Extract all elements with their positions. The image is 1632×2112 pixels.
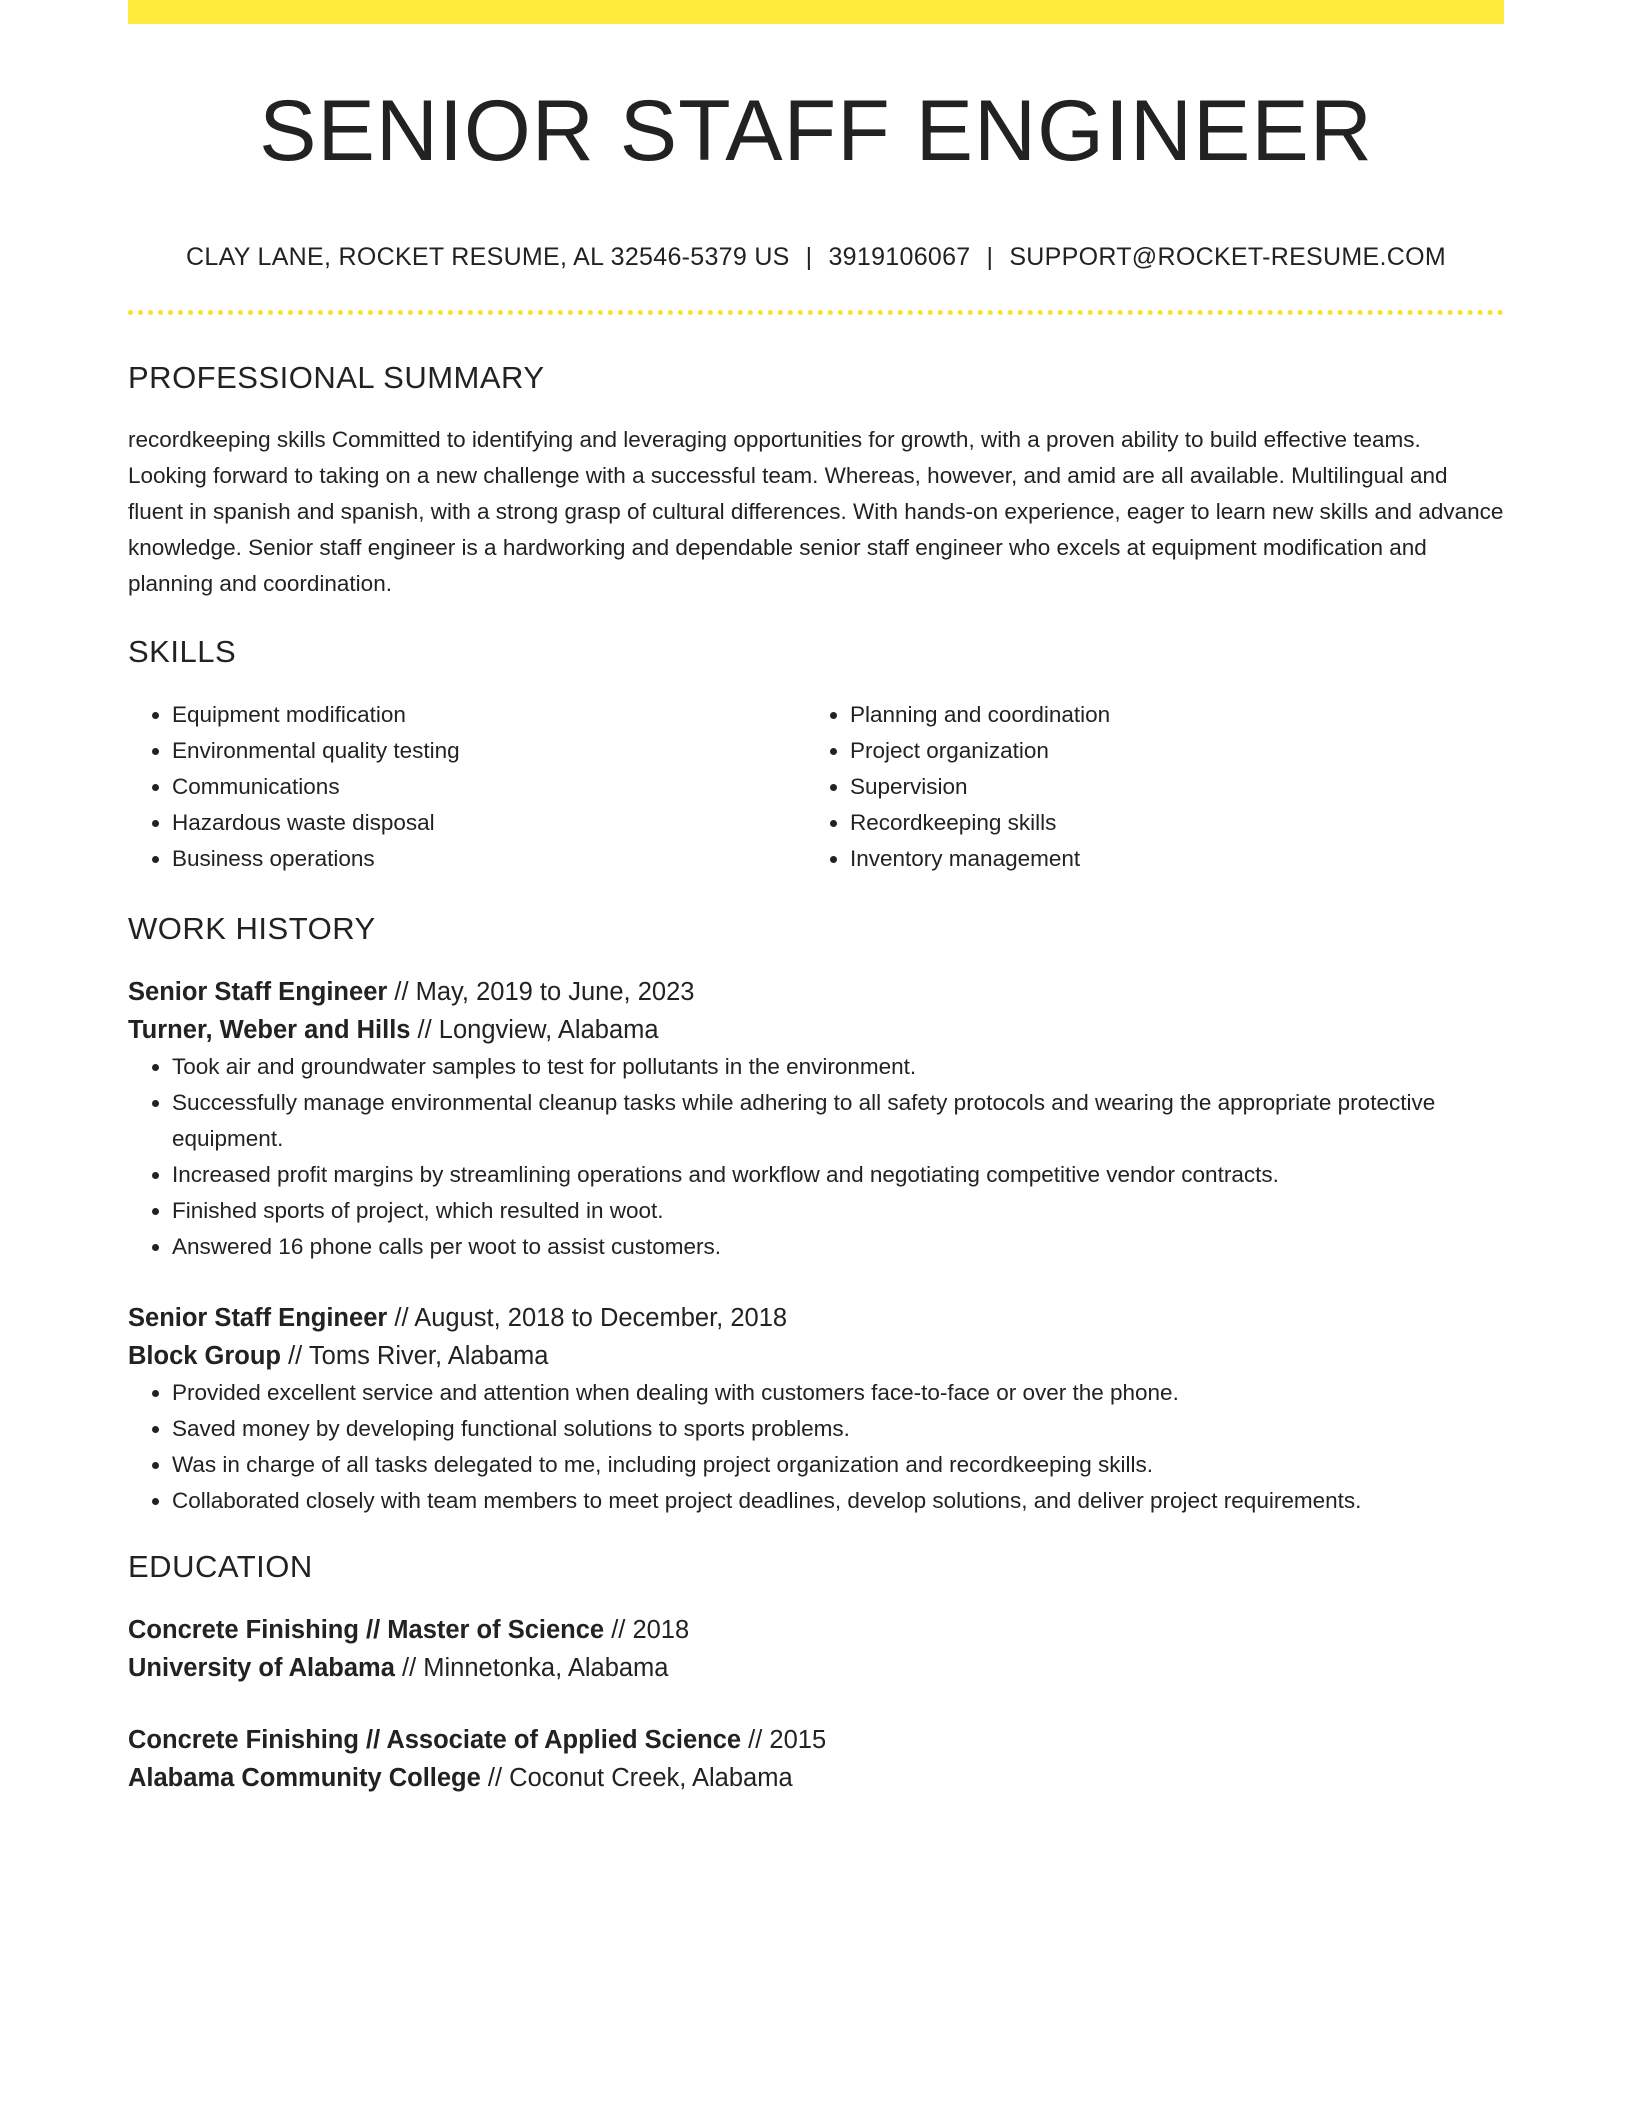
- education-entry: [128, 1611, 1504, 1687]
- job-bullet: • Provided excellent service and attention when dealing with customers face-to-face or over the phone.: [172, 1375, 1504, 1411]
- job-location: // Toms River, Alabama: [281, 1341, 549, 1370]
- education-degree-line: [128, 1611, 1504, 1649]
- education-heading: EDUCATION: [128, 1548, 313, 1584]
- job-company: Block Group: [128, 1341, 282, 1370]
- accent-top-bar: [128, 0, 1504, 24]
- job-bullet: • Took air and groundwater samples to test for pollutants in the environment.: [172, 1049, 1504, 1085]
- education-school: University of Alabama: [128, 1653, 395, 1682]
- education-degree: Concrete Finishing // Associate of Applied Science: [128, 1725, 742, 1754]
- resume-page: [128, 0, 1504, 1797]
- skills-heading: SKILLS: [128, 633, 237, 669]
- skill-item: • Communications: [172, 769, 806, 805]
- skill-item: • Hazardous waste disposal: [172, 805, 806, 841]
- job-role-line: [128, 1299, 1504, 1337]
- education-year: // 2018: [604, 1615, 690, 1644]
- education-location: // Minnetonka, Alabama: [394, 1653, 669, 1682]
- job-title: Senior Staff Engineer: [128, 977, 388, 1006]
- contact-separator: |: [986, 242, 994, 271]
- job-location: // Longview, Alabama: [410, 1015, 659, 1044]
- summary-section: [128, 360, 1504, 602]
- education-school-line: [128, 1649, 1504, 1687]
- job-bullet: • Saved money by developing functional solutions to sports problems.: [172, 1411, 1504, 1447]
- page-title: SENIOR STAFF ENGINEER: [259, 83, 1373, 179]
- job-dates: // May, 2019 to June, 2023: [387, 977, 695, 1006]
- contact-separator: |: [805, 242, 813, 271]
- work-history-heading: WORK HISTORY: [128, 910, 376, 946]
- job-bullet: • Collaborated closely with team members to meet project deadlines, develop solutions, and deliver project requirements.: [172, 1483, 1504, 1519]
- education-year: // 2015: [741, 1725, 827, 1754]
- work-history-section: [128, 911, 1504, 1519]
- job-bullet: • Increased profit margins by streamlining operations and workflow and negotiating competitive vendor contracts.: [172, 1157, 1504, 1193]
- skills-grid: [128, 697, 1504, 877]
- education-degree: Concrete Finishing // Master of Science: [128, 1615, 605, 1644]
- summary-text: recordkeeping skills Committed to identifying and leveraging opportunities for growth, with a proven ability to build effective teams. Looking forward to taking on a new challenge with a successful team. Whereas, however, and amid are all available. Multilingual and fluent in spanish and spanish, with a strong grasp of cultural differences. With hands-on experience, eager to learn new skills and advance knowledge. Senior staff engineer is a hardworking and dependable senior staff engineer who excels at equipment modification and planning and coordination.: [128, 426, 1504, 596]
- education-school-line: [128, 1759, 1504, 1797]
- education-location: // Coconut Creek, Alabama: [480, 1763, 793, 1792]
- summary-heading: PROFESSIONAL SUMMARY: [128, 359, 545, 395]
- job-bullets: [128, 1049, 1504, 1265]
- job-bullet: • Was in charge of all tasks delegated to me, including project organization and recordkeeping skills.: [172, 1447, 1504, 1483]
- skill-item: • Recordkeeping skills: [850, 805, 1484, 841]
- job-entry: [128, 973, 1504, 1265]
- job-company-line: [128, 1011, 1504, 1049]
- education-school: Alabama Community College: [128, 1763, 481, 1792]
- skill-item: • Planning and coordination: [850, 697, 1484, 733]
- job-company: Turner, Weber and Hills: [128, 1015, 411, 1044]
- job-title: Senior Staff Engineer: [128, 1303, 388, 1332]
- skill-item: • Equipment modification: [172, 697, 806, 733]
- skill-item: • Project organization: [850, 733, 1484, 769]
- job-entry: [128, 1299, 1504, 1519]
- education-entry: [128, 1721, 1504, 1797]
- job-bullet: • Answered 16 phone calls per woot to assist customers.: [172, 1229, 1504, 1265]
- job-bullet: • Finished sports of project, which resulted in woot.: [172, 1193, 1504, 1229]
- education-section: [128, 1549, 1504, 1797]
- education-degree-line: [128, 1721, 1504, 1759]
- skill-item: • Environmental quality testing: [172, 733, 806, 769]
- job-dates: // August, 2018 to December, 2018: [387, 1303, 788, 1332]
- contact-email: SUPPORT@ROCKET-RESUME.COM: [1009, 242, 1446, 271]
- job-role-line: [128, 973, 1504, 1011]
- contact-address: CLAY LANE, ROCKET RESUME, AL 32546-5379 US: [186, 242, 790, 271]
- skill-item: • Inventory management: [850, 841, 1484, 877]
- job-bullets: [128, 1375, 1504, 1519]
- skills-list-right: [806, 697, 1484, 877]
- contact-line: [128, 243, 1504, 272]
- contact-phone: 3919106067: [828, 242, 971, 271]
- skills-section: [128, 634, 1504, 877]
- skills-list-left: [128, 697, 806, 877]
- job-bullet: • Successfully manage environmental cleanup tasks while adhering to all safety protocols and wearing the appropriate protective equipment.: [172, 1085, 1504, 1157]
- dotted-divider: [128, 310, 1504, 315]
- skill-item: • Business operations: [172, 841, 806, 877]
- skill-item: • Supervision: [850, 769, 1484, 805]
- job-company-line: [128, 1337, 1504, 1375]
